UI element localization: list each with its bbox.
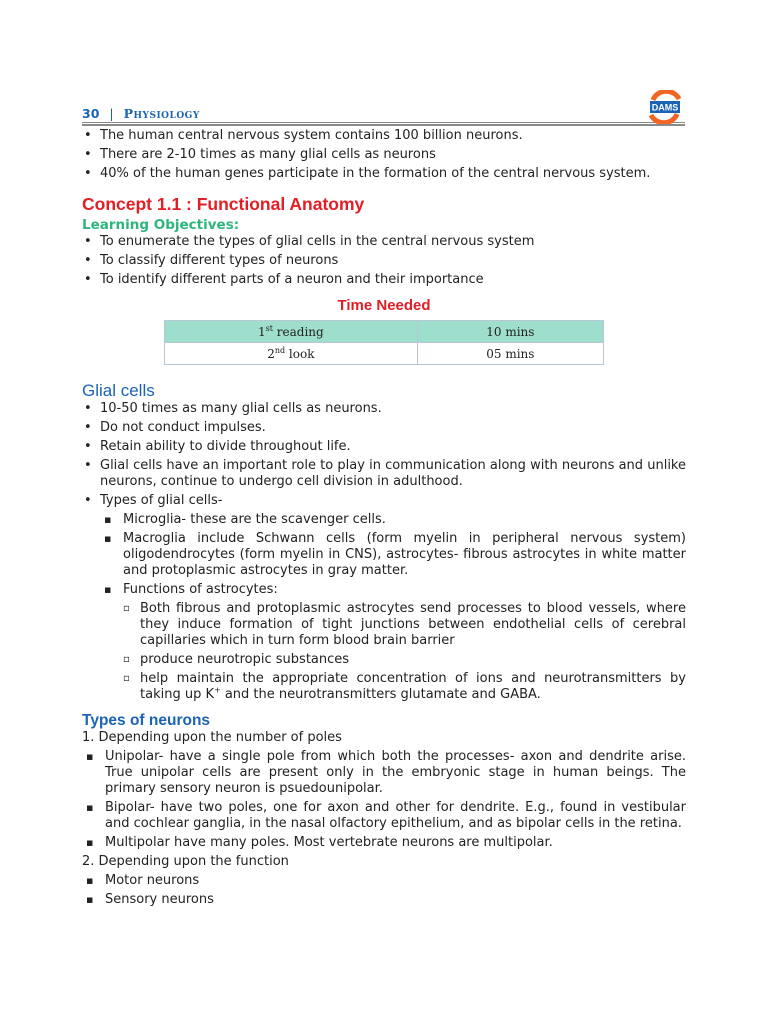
page-number: 30 <box>82 106 100 121</box>
glial-type-item: ▪ Macroglia include Schwann cells (form myelin in peripheral nervous system) oligodendrocytes (form myelin in CNS), astrocytes- fibrous astrocytes in white matter and protoplasmic astrocytes in gray matter. <box>100 531 686 579</box>
concept-title: Concept 1.1 : Functional Anatomy <box>82 194 365 214</box>
glial-bullet: • Glial cells have an important role to play in communication along with neurons and unlike neurons, continue to undergo cell division in adulthood. <box>82 458 686 490</box>
astrocyte-functions-list <box>123 601 686 703</box>
glial-bullet: • Retain ability to divide throughout life. <box>82 439 686 455</box>
glial-bullet: • 10-50 times as many glial cells as neurons. <box>82 401 686 417</box>
glial-type-item: ▪ Microglia- these are the scavenger cells. <box>100 512 686 528</box>
objective-item: • To enumerate the types of glial cells in the central nervous system <box>82 234 686 250</box>
neuron-poles-list <box>82 749 686 851</box>
objective-item: • To classify different types of neurons <box>82 253 686 269</box>
time-label-cell: 2nd look <box>165 343 418 365</box>
time-needed-title: Time Needed <box>337 297 431 314</box>
neuron-group-label: 1. Depending upon the number of poles <box>82 730 342 745</box>
header-separator: | <box>109 106 114 121</box>
glial-list <box>82 401 686 703</box>
astrocyte-function: ▫ help maintain the appropriate concentration of ions and neurotransmitters by taking up K+ and the neurotransmitters glutamate and GABA. <box>123 671 686 703</box>
time-value-cell: 10 mins <box>417 321 603 343</box>
glial-types-list <box>100 512 686 703</box>
neuron-type-item: ▪ Unipolar- have a single pole from which both the processes- axon and dendrite arise. True unipolar cells are present only in the embryonic stage in human beings. The primary sensory neuron is psuedounipolar. <box>82 749 686 797</box>
time-needed-table <box>164 320 604 365</box>
neuron-function-list <box>82 873 686 908</box>
intro-list <box>82 128 686 182</box>
glial-bullet: • Do not conduct impulses. <box>82 420 686 436</box>
neuron-group-label: 2. Depending upon the function <box>82 854 289 869</box>
page-content <box>82 128 686 911</box>
header-rule-thick <box>82 124 685 126</box>
neuron-group <box>82 854 686 908</box>
header-rule-thin <box>82 122 685 123</box>
astrocyte-function: ▫ Both fibrous and protoplasmic astrocytes send processes to blood vessels, where they induce formation of tight junctions between endothelial cells of cerebral capillaries which in turn form blood brain barrier <box>123 601 686 649</box>
astrocyte-function: ▫ produce neurotropic substances <box>123 652 686 668</box>
glial-cells-heading: Glial cells <box>82 381 155 400</box>
table-row <box>165 343 604 365</box>
objective-item: • To identify different parts of a neuron and their importance <box>82 272 686 288</box>
objectives-list <box>82 234 686 288</box>
intro-bullet: • The human central nervous system contains 100 billion neurons. <box>82 128 686 144</box>
neuron-group <box>82 730 686 851</box>
dams-logo-icon <box>645 90 685 124</box>
logo-text: DAMS <box>651 102 679 113</box>
neuron-type-item: ▪ Sensory neurons <box>82 892 686 908</box>
glial-types-label: Types of glial cells- <box>100 493 223 508</box>
neuron-type-item: ▪ Multipolar have many poles. Most vertebrate neurons are multipolar. <box>82 835 686 851</box>
neuron-type-item: ▪ Motor neurons <box>82 873 686 889</box>
objectives-title: Learning Objectives: <box>82 217 240 233</box>
running-header <box>82 106 200 121</box>
time-value-cell: 05 mins <box>417 343 603 365</box>
astrocyte-functions-item <box>100 582 686 703</box>
time-label-cell: 1st reading <box>165 321 418 343</box>
table-row <box>165 321 604 343</box>
intro-bullet: • 40% of the human genes participate in the formation of the central nervous system. <box>82 166 686 182</box>
glial-types-item <box>82 493 686 703</box>
neuron-type-item: ▪ Bipolar- have two poles, one for axon and other for dendrite. E.g., found in vestibular and cochlear ganglia, in the nasal olfactory epithelium, and as bipolar cells in the retina. <box>82 800 686 832</box>
neuron-classification-list <box>82 730 686 908</box>
subject-title: Physiology <box>123 106 200 121</box>
astrocyte-functions-label: Functions of astrocytes: <box>123 582 278 597</box>
types-of-neurons-heading: Types of neurons <box>82 712 211 729</box>
intro-bullet: • There are 2-10 times as many glial cells as neurons <box>82 147 686 163</box>
